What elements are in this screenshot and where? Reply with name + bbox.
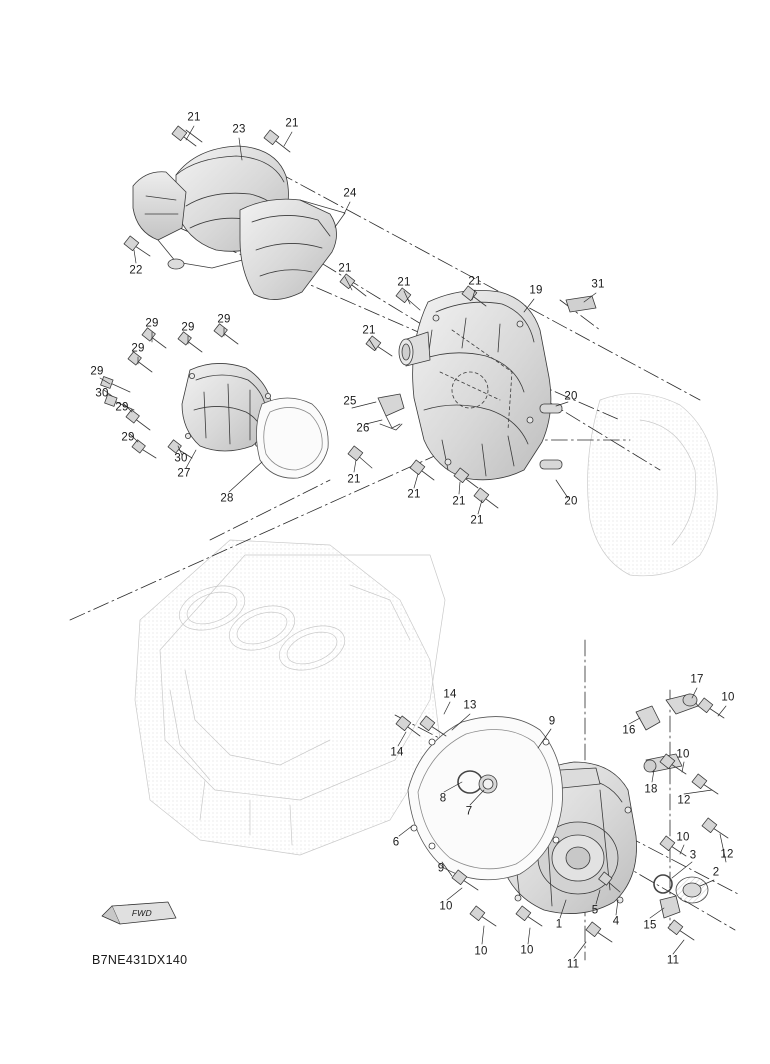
callout-21: 21 xyxy=(187,111,201,124)
callout-11: 11 xyxy=(566,958,580,971)
callout-29: 29 xyxy=(121,431,135,444)
callout-26: 26 xyxy=(356,422,370,435)
callout-1: 1 xyxy=(555,918,563,931)
callout-9: 9 xyxy=(437,862,445,875)
callout-21: 21 xyxy=(452,495,466,508)
callout-21: 21 xyxy=(285,117,299,130)
callout-10: 10 xyxy=(474,945,488,958)
callout-10: 10 xyxy=(676,748,690,761)
callout-12: 12 xyxy=(720,848,734,861)
callout-19: 19 xyxy=(529,284,543,297)
callout-2: 2 xyxy=(712,866,720,879)
callout-8: 8 xyxy=(439,792,447,805)
callout-22: 22 xyxy=(129,264,143,277)
callout-21: 21 xyxy=(338,262,352,275)
callout-13: 13 xyxy=(463,699,477,712)
callout-31: 31 xyxy=(591,278,605,291)
fwd-direction-label: FWD xyxy=(130,908,154,918)
callout-21: 21 xyxy=(407,488,421,501)
callout-25: 25 xyxy=(343,395,357,408)
callout-10: 10 xyxy=(721,691,735,704)
callout-11: 11 xyxy=(666,954,680,967)
callout-21: 21 xyxy=(468,275,482,288)
callout-29: 29 xyxy=(90,365,104,378)
callout-6: 6 xyxy=(392,836,400,849)
callout-3: 3 xyxy=(689,849,697,862)
callout-12: 12 xyxy=(677,794,691,807)
callout-14: 14 xyxy=(390,746,404,759)
callout-30: 30 xyxy=(174,452,188,465)
callout-20: 20 xyxy=(564,495,578,508)
callout-29: 29 xyxy=(181,321,195,334)
callout-18: 18 xyxy=(644,783,658,796)
callout-15: 15 xyxy=(643,919,657,932)
callout-29: 29 xyxy=(145,317,159,330)
callout-23: 23 xyxy=(232,123,246,136)
callout-20: 20 xyxy=(564,390,578,403)
callout-5: 5 xyxy=(591,904,599,917)
callout-7: 7 xyxy=(465,805,473,818)
callout-10: 10 xyxy=(520,944,534,957)
callout-4: 4 xyxy=(612,915,620,928)
callout-14: 14 xyxy=(443,688,457,701)
callout-29: 29 xyxy=(131,342,145,355)
callout-21: 21 xyxy=(347,473,361,486)
callout-17: 17 xyxy=(690,673,704,686)
part-code-label: B7NE431DX140 xyxy=(92,953,188,967)
callout-21: 21 xyxy=(397,276,411,289)
callout-10: 10 xyxy=(676,831,690,844)
callout-29: 29 xyxy=(217,313,231,326)
callout-28: 28 xyxy=(220,492,234,505)
callout-21: 21 xyxy=(362,324,376,337)
callout-10: 10 xyxy=(439,900,453,913)
callout-27: 27 xyxy=(177,467,191,480)
callout-16: 16 xyxy=(622,724,636,737)
callout-24: 24 xyxy=(343,187,357,200)
callout-21: 21 xyxy=(470,514,484,527)
callout-30: 30 xyxy=(95,387,109,400)
callout-9: 9 xyxy=(548,715,556,728)
callout-29: 29 xyxy=(115,401,129,414)
